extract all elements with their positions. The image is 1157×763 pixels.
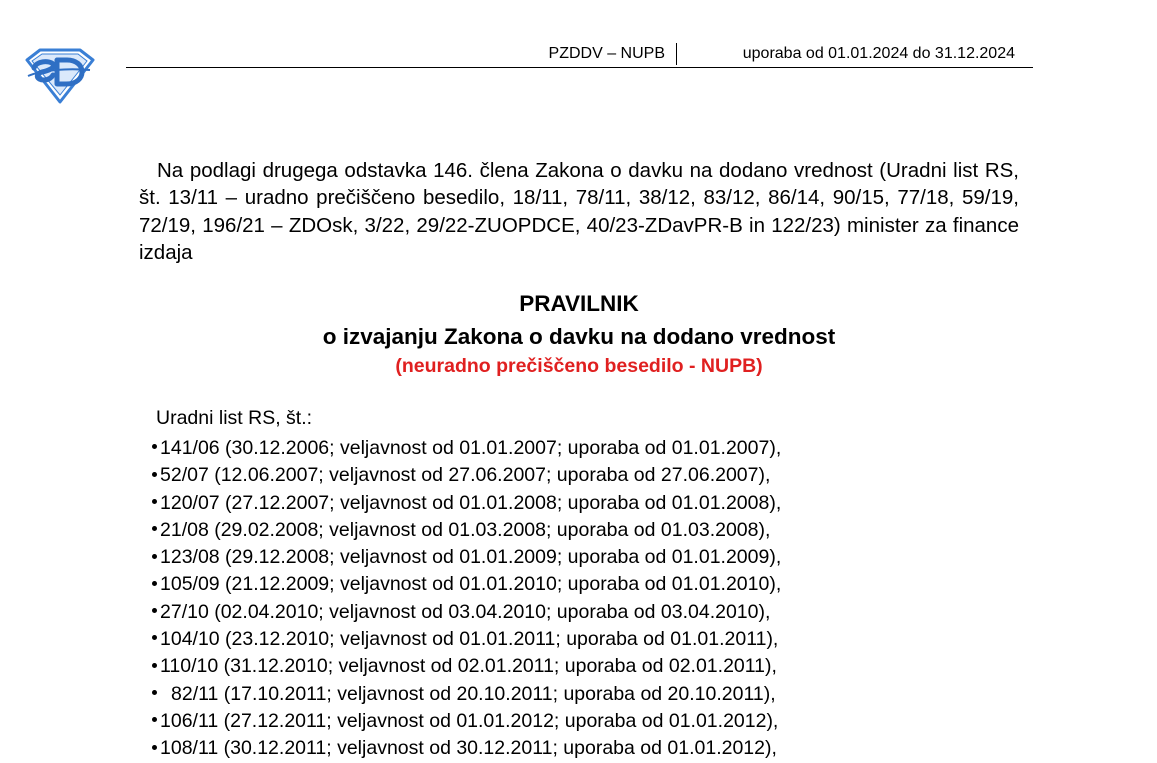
bullet-icon [152, 608, 157, 613]
gazette-list [152, 435, 781, 763]
gazette-item [152, 544, 781, 571]
gazette-item [152, 462, 781, 489]
gazette-item [152, 653, 781, 680]
gazette-label: Uradni list RS, št.: [156, 407, 313, 429]
gazette-item-text: 27/10 (02.04.2010; veljavnost od 03.04.2010; uporaba od 03.04.2010), [160, 600, 771, 623]
gazette-item-text: 120/07 (27.12.2007; veljavnost od 01.01.2008; uporaba od 01.01.2008), [160, 491, 782, 514]
bullet-icon [152, 745, 157, 750]
gazette-item-text: 106/11 (27.12.2011; veljavnost od 01.01.2012; uporaba od 01.01.2012), [160, 709, 779, 732]
gazette-item-text: 105/09 (21.12.2009; veljavnost od 01.01.2010; uporaba od 01.01.2010), [160, 573, 782, 596]
gazette-item-text: 123/08 (29.12.2008; veljavnost od 01.01.2009; uporaba od 01.01.2009), [160, 546, 782, 569]
bullet-icon [152, 690, 157, 695]
header-document-code: PZDDV – NUPB [548, 45, 665, 62]
document-note: (neuradno prečiščeno besedilo - NUPB) [395, 355, 763, 377]
gazette-item-text: 21/08 (29.02.2008; veljavnost od 01.03.2008; uporaba od 01.03.2008), [160, 518, 771, 541]
bullet-icon [152, 663, 157, 668]
bullet-icon [152, 499, 157, 504]
sd-shield-logo-icon [22, 46, 96, 104]
bullet-icon [152, 635, 157, 640]
gazette-item [152, 599, 781, 626]
gazette-item [152, 490, 781, 517]
document-subtitle: o izvajanju Zakona o davku na dodano vrednost [322, 324, 836, 349]
gazette-item [152, 708, 781, 735]
gazette-item-text: 141/06 (30.12.2006; veljavnost od 01.01.2007; uporaba od 01.01.2007), [160, 437, 782, 459]
gazette-item [152, 681, 781, 708]
gazette-item [152, 517, 781, 544]
header-validity-period: uporaba od 01.01.2024 do 31.12.2024 [742, 45, 1015, 62]
gazette-item-text: 108/11 (30.12.2011; veljavnost od 30.12.2011; uporaba od 01.01.2012), [160, 737, 777, 760]
gazette-item [152, 571, 781, 598]
document-title: PRAVILNIK [519, 291, 639, 316]
bullet-icon [152, 526, 157, 531]
bullet-icon [152, 444, 157, 449]
gazette-item [152, 435, 781, 462]
page-header [126, 43, 1033, 68]
bullet-icon [152, 581, 157, 586]
header-separator [676, 43, 677, 65]
gazette-item [152, 626, 781, 653]
gazette-item [152, 735, 781, 762]
gazette-item-text: 82/11 (17.10.2011; veljavnost od 20.10.2011; uporaba od 20.10.2011), [171, 682, 776, 705]
bullet-icon [152, 554, 157, 559]
intro-paragraph: Na podlagi drugega odstavka 146. člena Zakona o davku na dodano vrednost (Uradni list RS, št. 13/11 – uradno prečiščeno besedilo, 18/11, 78/11, 38/12, 83/12, 86/14, 90/15, 77/18, 59/19, 72/19, 196/21 – ZDOsk, 3/22, 29/22-ZUOPDCE, 40/23-ZDavPR-B in 122/23) minister za finance izdaja [139, 159, 1019, 264]
gazette-item-text: 104/10 (23.12.2010; veljavnost od 01.01.2011; uporaba od 01.01.2011), [160, 628, 779, 651]
gazette-item-text: 52/07 (12.06.2007; veljavnost od 27.06.2007; uporaba od 27.06.2007), [160, 464, 771, 487]
bullet-icon [152, 717, 157, 722]
bullet-icon [152, 472, 157, 477]
gazette-item-text: 110/10 (31.12.2010; veljavnost od 02.01.2011; uporaba od 02.01.2011), [160, 655, 777, 678]
